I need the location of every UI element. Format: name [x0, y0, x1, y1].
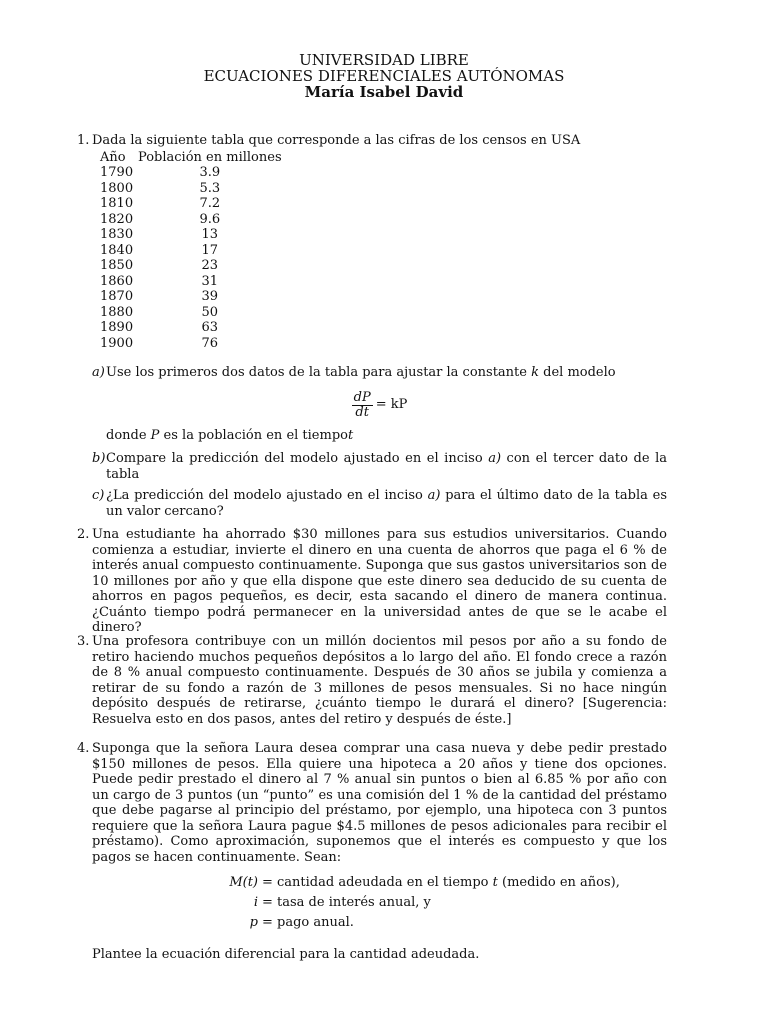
table-row — [100, 181, 282, 197]
population-cell: 76 — [201, 335, 219, 351]
year-cell: 1830 — [100, 227, 134, 242]
subquestion-label: a) — [92, 365, 105, 380]
table-row — [100, 258, 282, 274]
subquestion-reference: a) — [427, 488, 441, 503]
population-cell: 17 — [201, 242, 219, 258]
table-row — [100, 289, 282, 305]
definition-row — [216, 893, 667, 913]
subquestion-reference: a) — [488, 451, 502, 466]
table-row — [100, 305, 282, 321]
subquestion-c — [92, 488, 667, 519]
population-cell: 31 — [201, 273, 219, 289]
problem-3-text: Una profesora contribuye con un millón docientos mil pesos por año a su fondo de retiro haciendo muchos pequeños depósitos a lo largo del año. El fondo crece a razón de 8 % anual compuesto continuamente. Después de 30 años se jubila y comienza a retirar de su fondo a razón de 3 millones de pesos mensuales. Si no hace ningún depósito después de retirarse, ¿cuánto tiempo le durará el dinero? [Sugerencia: Resuelva esto en dos pasos, antes del retiro y después de éste.] — [92, 634, 667, 727]
year-cell: 1790 — [100, 165, 134, 180]
definition-text: = pago anual. — [262, 915, 354, 931]
column-header-year: Año — [100, 149, 126, 165]
subquestion-text: ¿La predicción del modelo ajustado en el inciso — [106, 488, 428, 503]
table-row — [100, 243, 282, 259]
year-cell: 1810 — [100, 196, 134, 211]
definition-text: = tasa de interés anual, y — [262, 895, 431, 911]
year-cell: 1850 — [100, 258, 134, 273]
fraction-numerator: dP — [353, 389, 371, 405]
column-header-population: Población en millones — [138, 149, 282, 165]
variable-t: t — [347, 427, 354, 443]
population-cell: 5.3 — [199, 180, 221, 196]
subquestion-label: c) — [92, 488, 105, 503]
definition-text: = cantidad adeudada en el tiempo — [262, 875, 493, 891]
subquestion-label: b) — [92, 451, 106, 466]
population-cell: 9.6 — [199, 211, 221, 227]
problem-1 — [77, 133, 667, 519]
problem-4-text: Suponga que la señora Laura desea comprar una casa nueva y debe pedir prestado $150 millones de pesos. Ella quiere una hipoteca a 20 años y tiene dos opciones. Puede pedir prestado el dinero al 7 % anual sin puntos o bien al 6.85 % por año con un cargo de 3 puntos (un “punto” es una comisión del 1 % de la cantidad del préstamo que debe pagarse al principio del préstamo, por ejemplo, una hipoteca con 3 puntos requiere que la señora Laura pague $4.5 millones de pesos adicionales para recibir el préstamo). Como aproximación, suponemos que el interés es compuesto y que los pagos se hacen continuamente. Sean: — [92, 741, 667, 865]
census-table-body — [100, 165, 282, 351]
year-cell: 1870 — [100, 289, 134, 304]
definition-text: (medido en años), — [497, 875, 620, 891]
definition-symbol: i — [253, 895, 258, 911]
problem-2-text: Una estudiante ha ahorrado $30 millones para sus estudios universitarios. Cuando comienza a estudiar, invierte el dinero en una cuenta de ahorros que paga el 6 % de interés anual compuesto continuamente. Suponga que sus gastos universitarios son de 10 millones por año y que ella dispone que este dinero sea deducido de su cuenta de ahorros en pagos pequeños, es decir, esta sacando el dinero de manera continua. ¿Cuánto tiempo podrá permanecer en la universidad antes de que se le acabe el dinero? — [92, 527, 667, 635]
population-cell: 50 — [201, 304, 219, 320]
problem-number: 4. — [77, 741, 90, 756]
problem-4 — [77, 741, 667, 963]
derivative-fraction — [352, 391, 373, 420]
population-cell: 3.9 — [199, 165, 221, 180]
subquestion-text: para el último dato de la tabla es un valor cercano? — [106, 488, 667, 519]
fraction-denominator: dt — [355, 404, 369, 420]
population-cell: 13 — [201, 227, 219, 242]
problem-3 — [77, 634, 667, 727]
year-cell: 1860 — [100, 273, 134, 289]
problem-number: 3. — [77, 634, 90, 649]
population-cell: 7.2 — [199, 196, 221, 211]
subquestion-text: Compare la predicción del modelo ajustado en el inciso — [106, 451, 489, 466]
where-clause — [106, 428, 667, 444]
year-cell: 1900 — [100, 335, 134, 351]
year-cell: 1840 — [100, 242, 134, 258]
subquestion-a — [92, 365, 667, 381]
population-cell: 39 — [201, 289, 219, 304]
table-row — [100, 274, 282, 290]
table-row — [100, 320, 282, 336]
population-cell: 23 — [201, 258, 219, 273]
where-text: es la población en el tiempo — [159, 427, 348, 443]
subquestion-b — [92, 451, 667, 482]
where-text: donde — [106, 427, 151, 443]
table-row — [100, 227, 282, 243]
census-table — [100, 150, 282, 352]
variable-definitions — [216, 873, 667, 933]
problem-number: 1. — [77, 133, 90, 148]
problem-number: 2. — [77, 527, 90, 542]
course-title: ECUACIONES DIFERENCIALES AUTÓNOMAS — [203, 67, 565, 85]
year-cell: 1800 — [100, 180, 134, 196]
table-row — [100, 196, 282, 212]
definition-symbol: M(t) — [229, 875, 258, 891]
year-cell: 1890 — [100, 320, 134, 335]
problem-4-closing: Plantee la ecuación diferencial para la cantidad adeudada. — [92, 947, 480, 962]
table-header-row — [100, 150, 282, 166]
variable-t: t — [492, 875, 498, 891]
equation-rhs: = kP — [375, 397, 408, 413]
population-cell: 63 — [201, 320, 219, 335]
definition-symbol: p — [249, 915, 258, 931]
subquestion-text: con el tercer dato de la tabla — [106, 451, 667, 482]
problem-2 — [77, 527, 667, 636]
document-header — [0, 52, 768, 100]
variable-p: P — [150, 427, 160, 443]
table-row — [100, 336, 282, 352]
table-row — [100, 212, 282, 228]
author-name: María Isabel David — [304, 83, 464, 101]
table-row — [100, 165, 282, 181]
problem-1-intro: Dada la siguiente tabla que corresponde a las cifras de los censos en USA — [92, 133, 581, 148]
year-cell: 1820 — [100, 211, 134, 227]
year-cell: 1880 — [100, 304, 134, 320]
constant-k: k — [531, 365, 539, 380]
differential-equation — [92, 391, 667, 420]
subquestion-text: Use los primeros dos datos de la tabla para ajustar la constante — [106, 365, 532, 380]
subquestion-text: del modelo — [539, 365, 616, 380]
institution-title: UNIVERSIDAD LIBRE — [299, 51, 469, 69]
definition-row — [216, 913, 667, 933]
definition-row — [216, 873, 667, 893]
